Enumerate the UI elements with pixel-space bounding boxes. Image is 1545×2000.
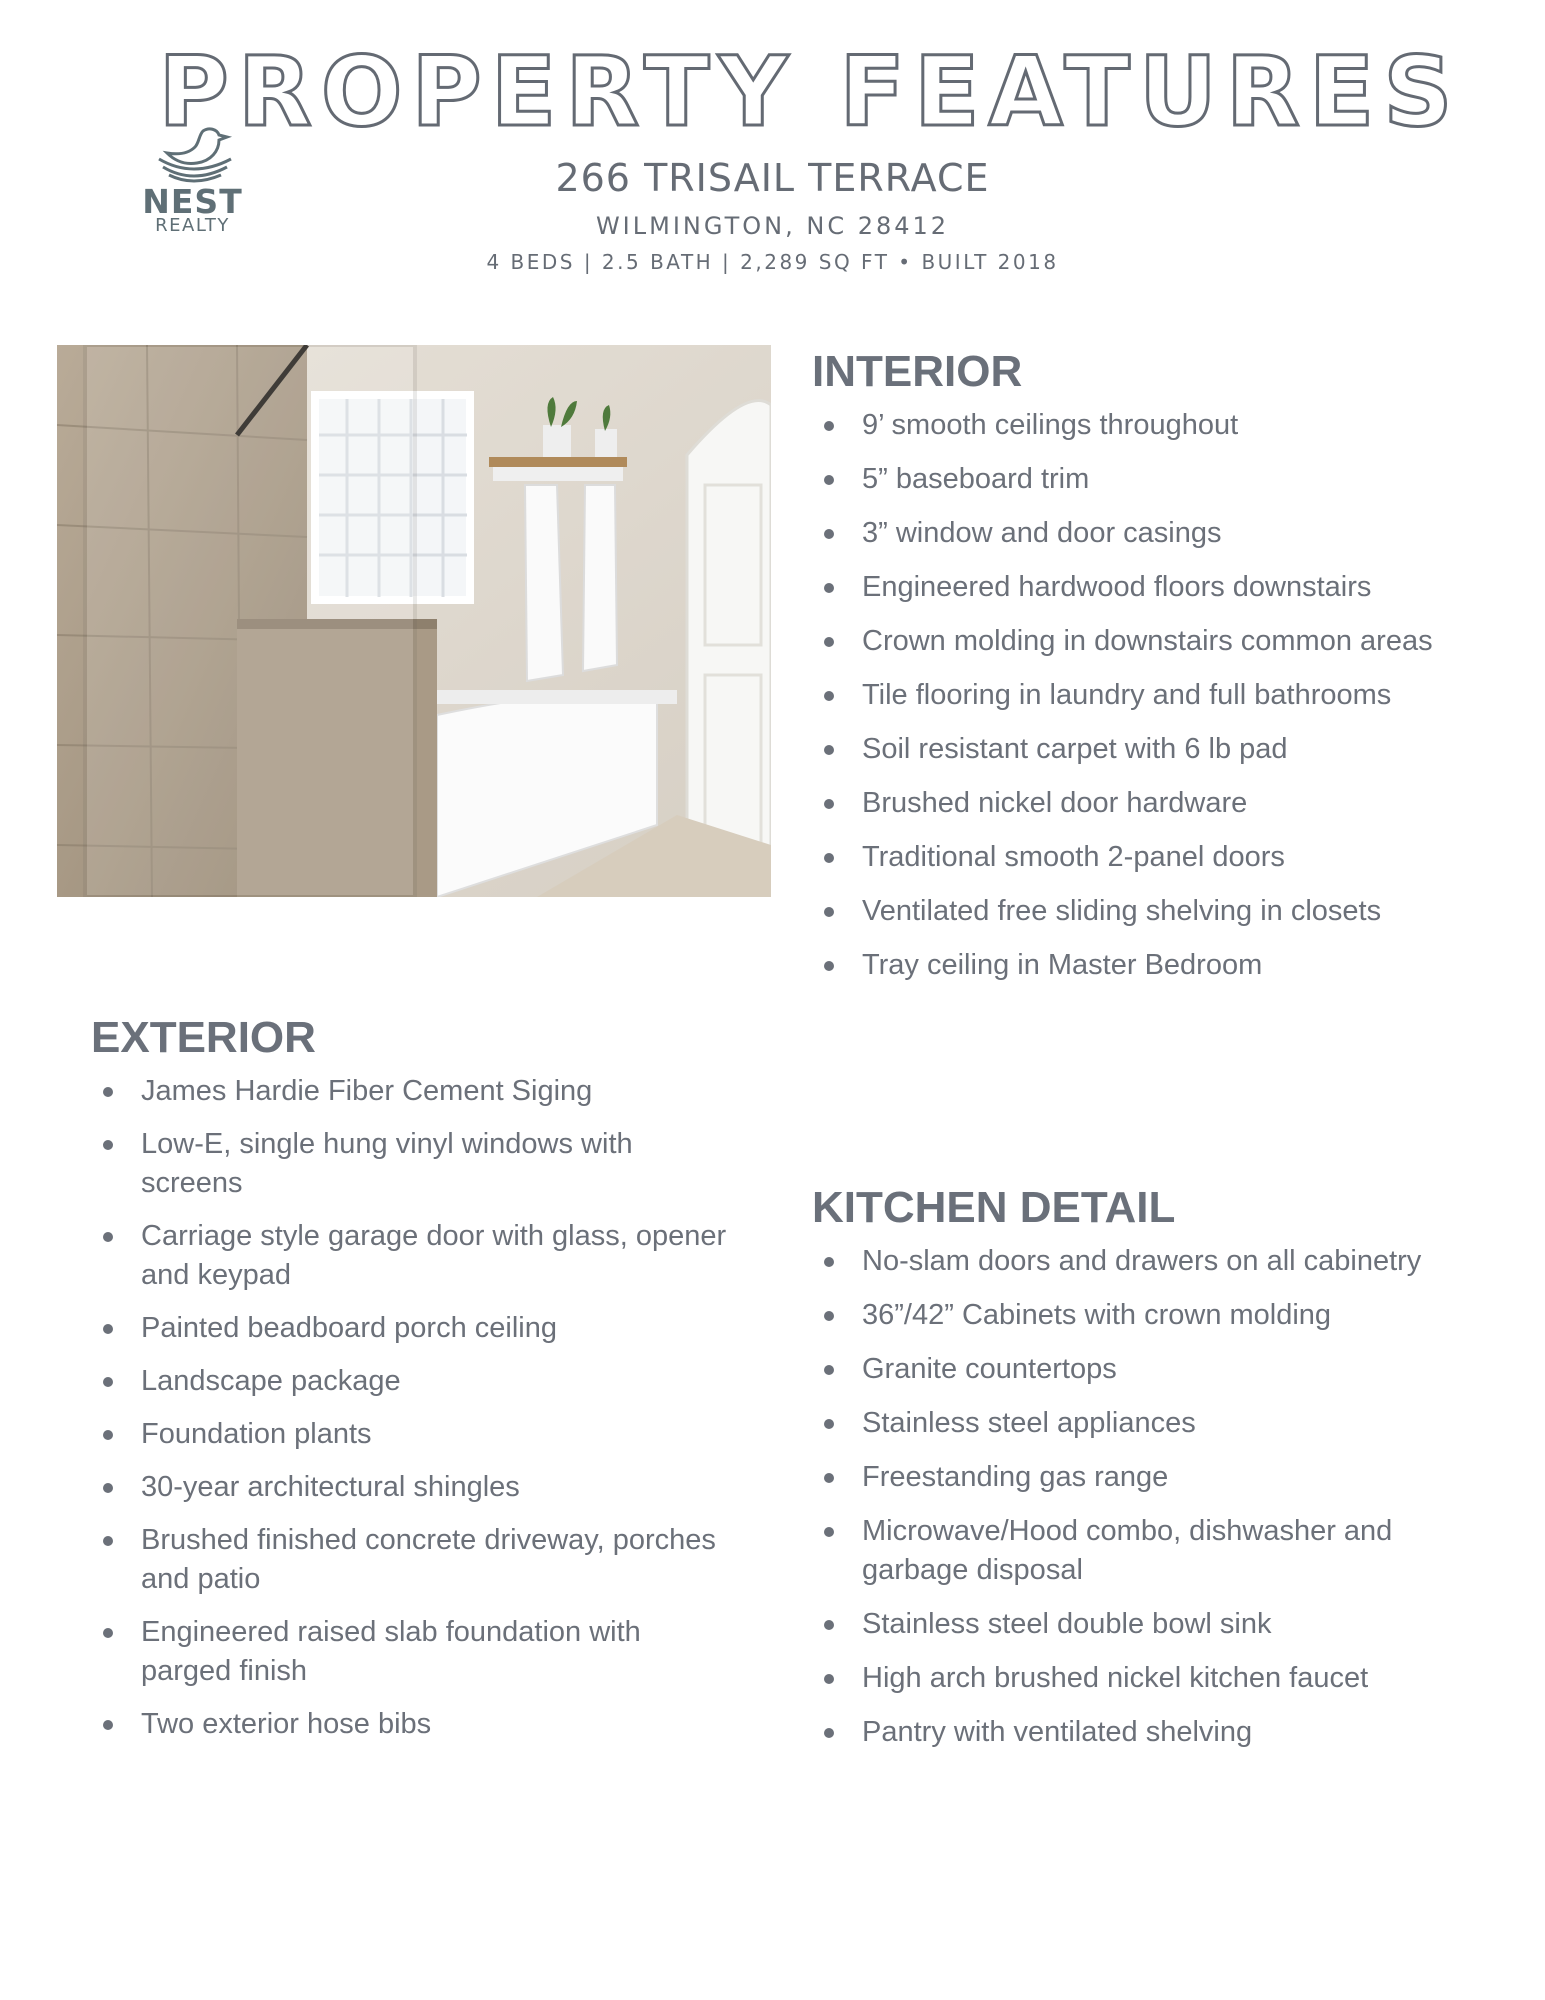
list-item: Pantry with ventilated shelving — [812, 1713, 1462, 1752]
list-item: Carriage style garage door with glass, opener and keypad — [91, 1217, 731, 1295]
list-item: Stainless steel appliances — [812, 1404, 1462, 1443]
bird-nest-icon — [151, 125, 235, 185]
exterior-section — [91, 1013, 731, 1758]
list-item: 36”/42” Cabinets with crown molding — [812, 1296, 1462, 1335]
list-item: 9’ smooth ceilings throughout — [812, 406, 1462, 445]
list-item: Crown molding in downstairs common areas — [812, 622, 1462, 661]
property-city: WILMINGTON, NC 28412 — [595, 212, 950, 240]
exterior-title: EXTERIOR — [91, 1013, 316, 1062]
list-item: Low-E, single hung vinyl windows with screens — [91, 1125, 731, 1203]
list-item: Ventilated free sliding shelving in closets — [812, 892, 1462, 931]
list-item: Engineered raised slab foundation with parged finish — [91, 1613, 731, 1691]
list-item: High arch brushed nickel kitchen faucet — [812, 1659, 1462, 1698]
interior-list — [812, 406, 1462, 985]
nest-realty-logo — [140, 125, 245, 245]
list-item: Tile flooring in laundry and full bathrooms — [812, 676, 1462, 715]
page-title: PROPERTY FEATURES — [158, 36, 1462, 148]
list-item: Traditional smooth 2-panel doors — [812, 838, 1462, 877]
list-item: Tray ceiling in Master Bedroom — [812, 946, 1462, 985]
list-item: Granite countertops — [812, 1350, 1462, 1389]
list-item: Two exterior hose bibs — [91, 1705, 731, 1744]
kitchen-title: KITCHEN DETAIL — [812, 1183, 1176, 1232]
list-item: Brushed nickel door hardware — [812, 784, 1462, 823]
list-item: 30-year architectural shingles — [91, 1468, 731, 1507]
list-item: Engineered hardwood floors downstairs — [812, 568, 1462, 607]
bathroom-photo — [57, 345, 771, 897]
list-item: Landscape package — [91, 1362, 731, 1401]
interior-title: INTERIOR — [812, 347, 1023, 396]
list-item: Brushed finished concrete driveway, porches and patio — [91, 1521, 731, 1599]
kitchen-section — [812, 1183, 1462, 1767]
interior-section — [812, 347, 1462, 1000]
list-item: Foundation plants — [91, 1415, 731, 1454]
logo-subtitle: REALTY — [155, 215, 230, 236]
property-specs: 4 BEDS | 2.5 BATH | 2,289 SQ FT • BUILT 2018 — [486, 250, 1059, 274]
property-address: 266 TRISAIL TERRACE — [555, 156, 990, 200]
logo-name: NEST — [142, 182, 243, 221]
exterior-list — [91, 1072, 731, 1744]
list-item: 3” window and door casings — [812, 514, 1462, 553]
list-item: Microwave/Hood combo, dishwasher and garbage disposal — [812, 1512, 1462, 1590]
list-item: Freestanding gas range — [812, 1458, 1462, 1497]
list-item: 5” baseboard trim — [812, 460, 1462, 499]
list-item: James Hardie Fiber Cement Siging — [91, 1072, 731, 1111]
list-item: Painted beadboard porch ceiling — [91, 1309, 731, 1348]
list-item: Stainless steel double bowl sink — [812, 1605, 1462, 1644]
list-item: No-slam doors and drawers on all cabinetry — [812, 1242, 1462, 1281]
list-item: Soil resistant carpet with 6 lb pad — [812, 730, 1462, 769]
kitchen-list — [812, 1242, 1462, 1752]
